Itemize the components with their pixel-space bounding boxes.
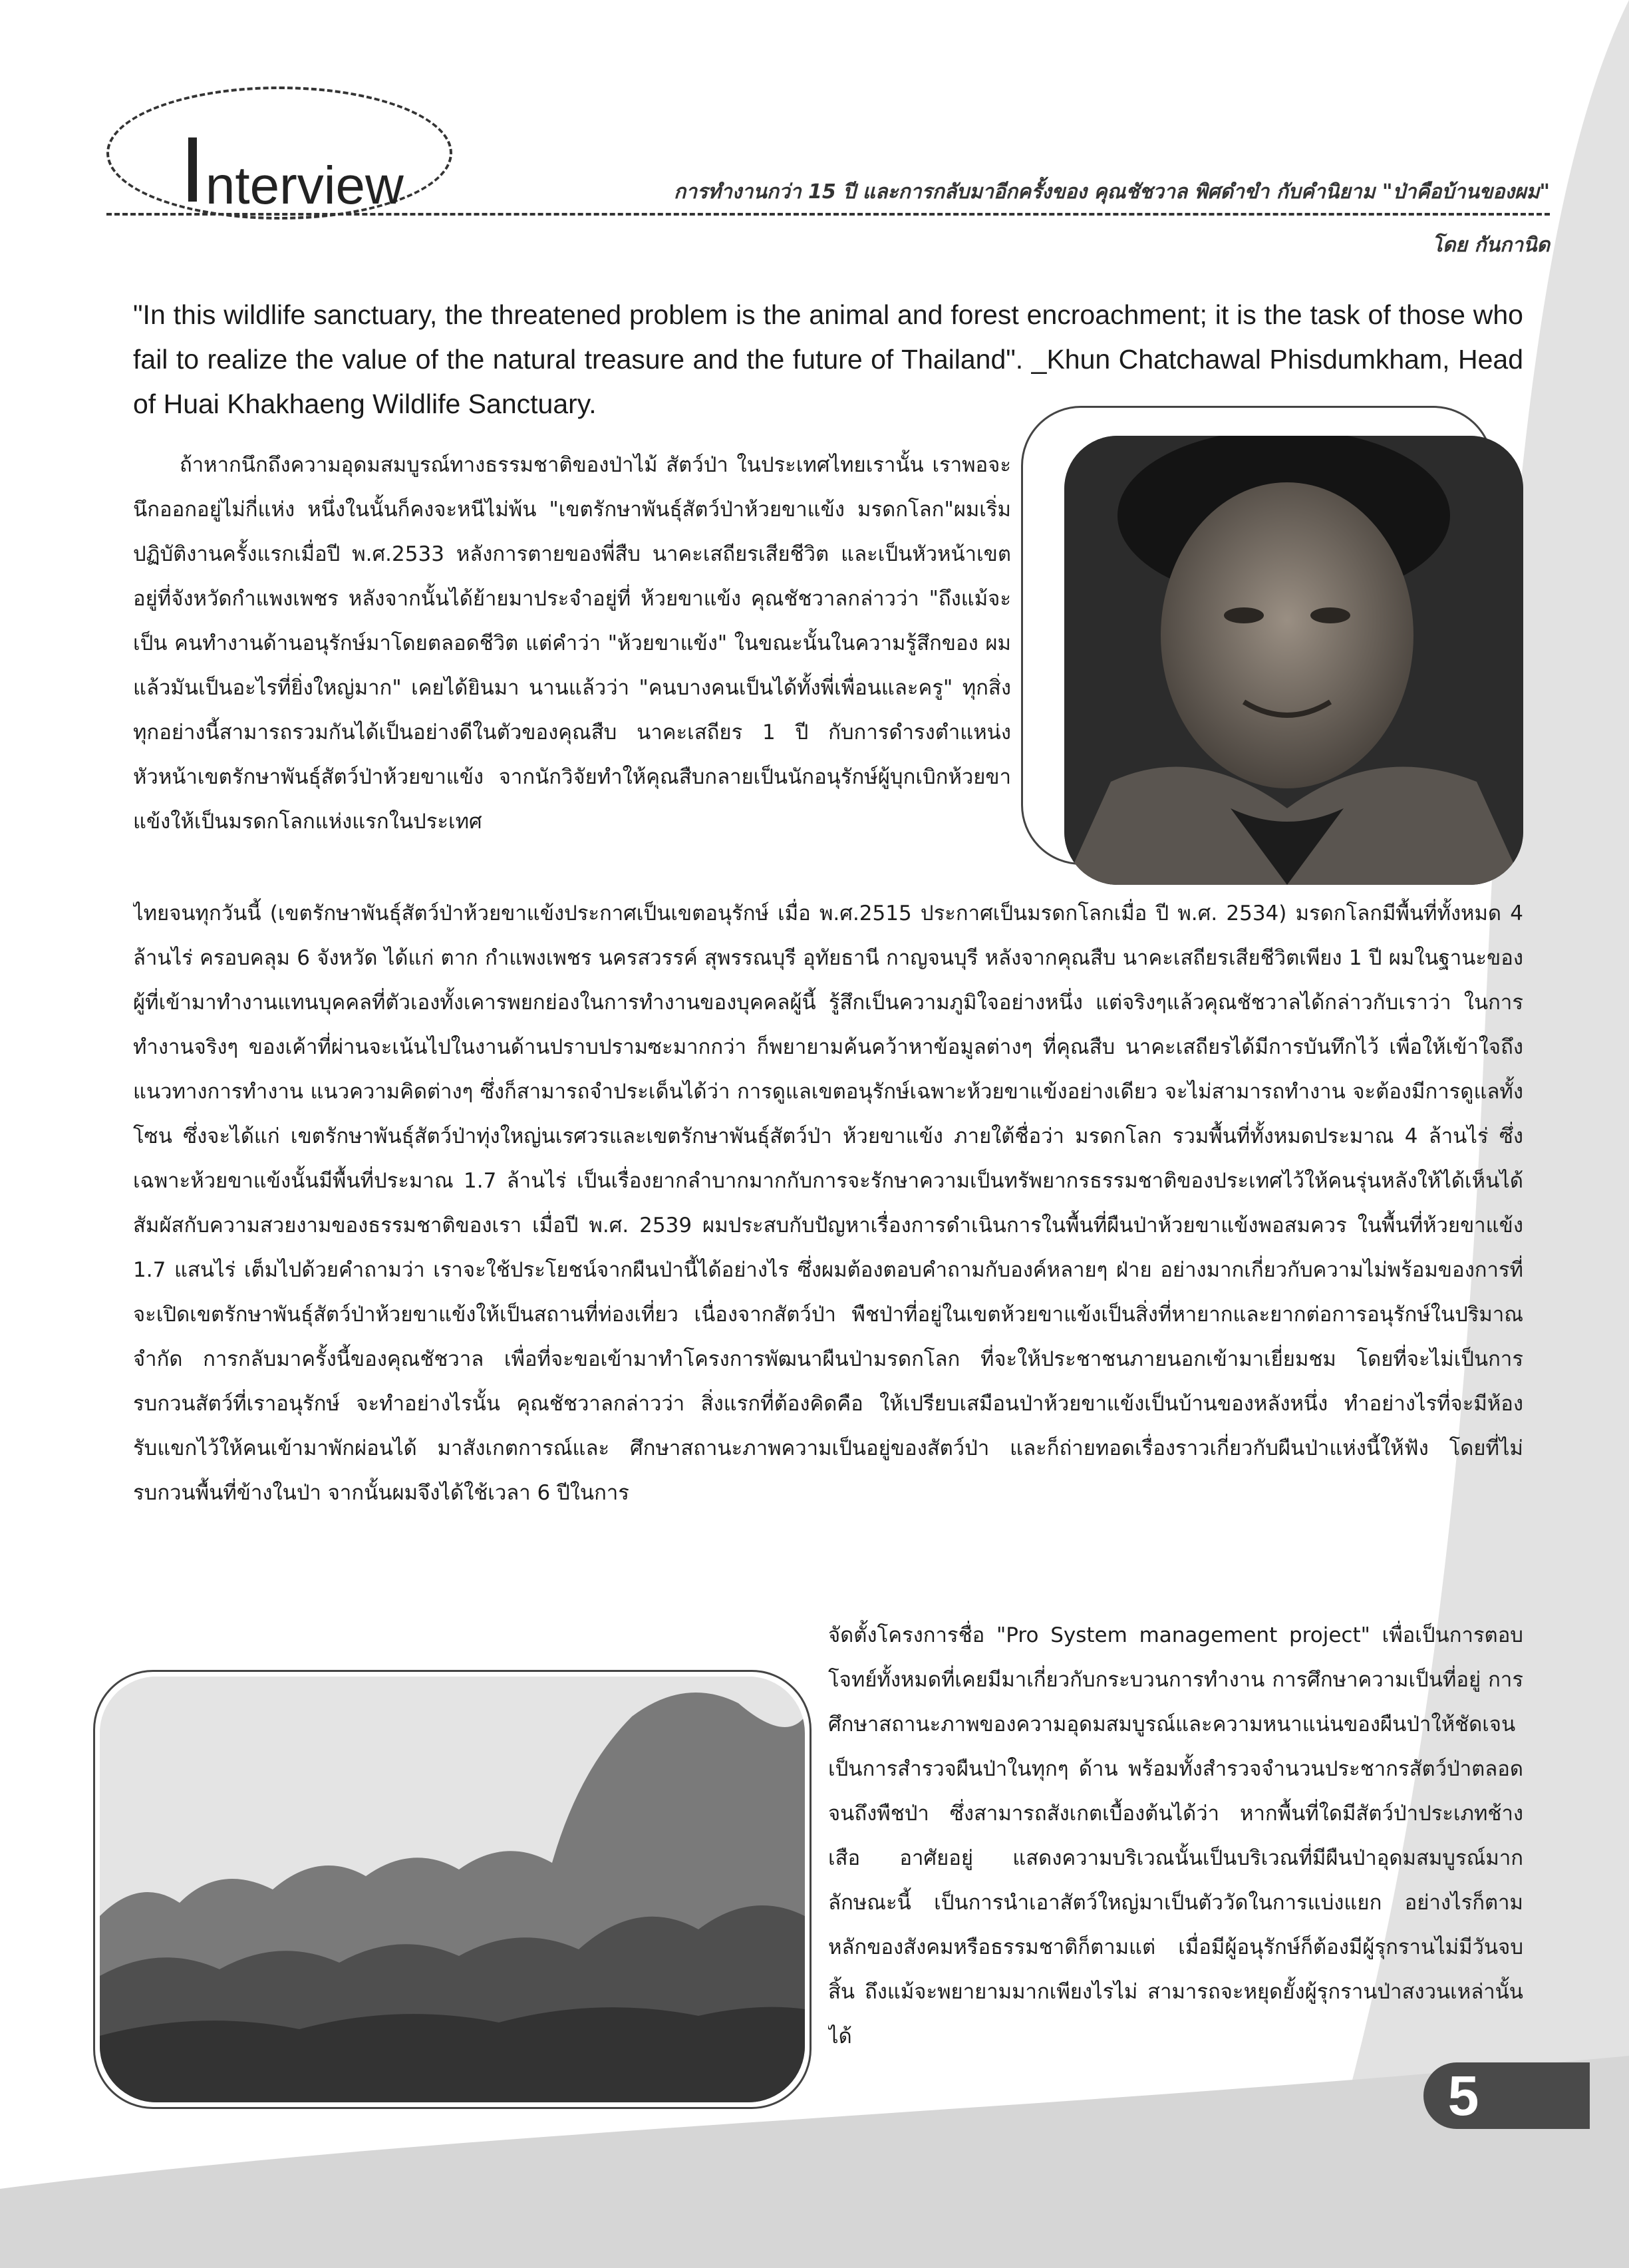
article-paragraph-top: ถ้าหากนึกถึงความอุดมสมบูรณ์ทางธรรมชาติของป่าไม้ สัตว์ป่า ในประเทศไทยเรานั้น เราพอจะนึกออกอยู่ไม่กี่แห่ง หนึ่งในนั้นก็คงจะหนีไม่พ้น "เขตรักษาพันธุ์สัตว์ป่าห้วยขาแข้ง มรดกโลก"ผมเริ่มปฏิบัติงานครั้งแรกเมื่อปี พ.ศ.2533 หลังการตายของพี่สืบ นาคะเสถียรเสียชีวิต และเป็นหัวหน้าเขตอยู่ที่จังหวัดกำแพงเพชร หลังจากนั้นได้ย้ายมาประจำอยู่ที่ ห้วยขาแข้ง คุณชัชวาลกล่าวว่า "ถึงแม้จะเป็น คนทำงานด้านอนุรักษ์มาโดยตลอดชีวิต แต่คำว่า "ห้วยขาแข้ง" ในขณะนั้นในความรู้สึกของ ผมแล้วมันเป็นอะไรที่ยิ่งใหญ่มาก" เคยได้ยินมา นานแล้วว่า "คนบางคนเป็นได้ทั้งพี่เพื่อนและครู" ทุกสิ่งทุกอย่างนี้สามารถรวมกันได้เป็นอย่างดีในตัวของคุณสืบ นาคะเสถียร 1 ปี กับการดำรงตำแหน่งหัวหน้าเขตรักษาพันธุ์สัตว์ป่าห้วยขาแข้ง จากนักวิจัยทำให้คุณสืบกลายเป็นนักอนุรักษ์ผู้บุกเบิกห้วยขาแข้งให้เป็นมรดกโลกแห่งแรกในประเทศ (133, 453, 1011, 834)
article-paragraph-full: ไทยจนทุกวันนี้ (เขตรักษาพันธุ์สัตว์ป่าห้วยขาแข้งประกาศเป็นเขตอนุรักษ์ เมื่อ พ.ศ.2515 ประกาศเป็นมรดกโลกเมื่อ ปี พ.ศ. 2534) มรดกโลกมีพื้นที่ทั้งหมด 4 ล้านไร่ ครอบคลุม 6 จังหวัด ได้แก่ ตาก กำแพงเพชร นครสวรรค์ สุพรรณบุรี อุทัยธานี กาญจนบุรี หลังจากคุณสืบ นาคะเสถียรเสียชีวิตเพียง 1 ปี ผมในฐานะของผู้ที่เข้ามาทำงานแทนบุคคลที่ตัวเองทั้งเคารพยกย่องในการทำงานของบุคคลผู้นี้ รู้สึกเป็นความภูมิใจอย่างหนึ่ง แต่จริงๆแล้วคุณชัชวาลได้กล่าวกับเราว่า ในการทำงานจริงๆ ของเค้าที่ผ่านจะเน้นไปในงานด้านปราบปรามซะมากกว่า ก็พยายามค้นคว้าหาข้อมูลต่างๆ ที่คุณสืบ นาคะเสถียรได้มีการบันทึกไว้ เพื่อให้เข้าใจถึงแนวทางการทำงาน แนวความคิดต่างๆ ซึ่งก็สามารถจำประเด็นได้ว่า การดูแลเขตอนุรักษ์เฉพาะห้วยขาแข้งอย่างเดียว จะไม่สามารถทำงาน จะต้องมีการดูแลทั้งโซน ซึ่งจะได้แก่ เขตรักษาพันธุ์สัตว์ป่าทุ่งใหญ่นเรศวรและเขตรักษาพันธุ์สัตว์ป่า ห้วยขาแข้ง ภายใต้ชื่อว่า มรดกโลก รวมพื้นที่ทั้งหมดประมาณ 4 ล้านไร่ ซึ่งเฉพาะห้วยขาแข้งนั้นมีพื้นที่ประมาณ 1.7 ล้านไร่ เป็นเรื่องยากลำบากมากกับการจะรักษาความเป็นทรัพยากรธรรมชาติของประเทศไว้ให้คนรุ่นหลังให้ได้เห็นได้สัมผัสกับความสวยงามของธรรมชาติของเรา เมื่อปี พ.ศ. 2539 ผมประสบกับปัญหาเรื่องการดำเนินการในพื้นที่ผืนป่าห้วยขาแข้งพอสมควร ในพื้นที่ห้วยขาแข้ง 1.7 แสนไร่ เต็มไปด้วยคำถามว่า เราจะใช้ประโยชน์จากผืนป่านี้ได้อย่างไร ซึ่งผมต้องตอบคำถามกับองค์หลายๆ ฝ่าย อย่างมากเกี่ยวกับความไม่พร้อมของการที่จะเปิดเขตรักษาพันธุ์สัตว์ป่าห้วยขาแข้งให้เป็นสถานที่ท่องเที่ยว เนื่องจากสัตว์ป่า พืชป่าที่อยู่ในเขตห้วยขาแข้งเป็นสิ่งที่หายากและยากต่อการอนุรักษ์ในปริมาณจำกัด การกลับมาครั้งนี้ของคุณชัชวาล เพื่อที่จะขอเข้ามาทำโครงการพัฒนาผืนป่ามรดกโลก ที่จะให้ประชาชนภายนอกเข้ามาเยี่ยมชม โดยที่จะไม่เป็นการรบกวนสัตว์ที่เราอนุรักษ์ จะทำอย่างไรนั้น คุณชัชวาลกล่าวว่า สิ่งแรกที่ต้องคิดคือ ให้เปรียบเสมือนป่าห้วยขาแข้งเป็นบ้านของหลังหนึ่ง ทำอย่างไรที่จะมีห้องรับแขกไว้ให้คนเข้ามาพักผ่อนได้ มาสังเกตการณ์และ ศึกษาสถานะภาพความเป็นอยู่ของสัตว์ป่า และก็ถ่ายทอดเรื่องราวเกี่ยวกับผืนป่าแห่งนี้ให้ฟัง โดยที่ไม่รบกวนพื้นที่ข้างในป่า จากนั้นผมจึงได้ใช้เวลา 6 ปีในการ (133, 901, 1523, 1505)
pull-quote: "In this wildlife sanctuary, the threatened problem is the animal and forest encroachment; it is the task of those who fail to realize the value of the natural treasure and the future of Thailand". _Khun Chatchawal Phisdumkham, Head of Huai Khakhaeng Wildlife Sanctuary. (133, 299, 1523, 419)
portrait-photo (1064, 436, 1523, 885)
logo-rest: nterview (205, 156, 404, 215)
article-paragraph-right: จัดตั้งโครงการชื่อ "Pro System management project" เพื่อเป็นการตอบโจทย์ทั้งหมดที่เคยมีมาเกี่ยวกับกระบวนการทำงาน การศึกษาความเป็นที่อยู่ การศึกษาสถานะภาพของความอุดมสมบูรณ์และความหนาแน่นของผืนป่าให้ชัดเจน เป็นการสำรวจผืนป่าในทุกๆ ด้าน พร้อมทั้งสำรวจจำนวนประชากรสัตว์ป่าตลอดจนถึงพืชป่า ซึ่งสามารถสังเกตเบื้องต้นได้ว่า หากพื้นที่ใดมีสัตว์ป่าประเภทช้าง เสือ อาศัยอยู่ แสดงความบริเวณนั้นเป็นบริเวณที่มีผืนป่าอุดมสมบูรณ์มาก ลักษณะนี้ เป็นการนำเอาสัตว์ใหญ่มาเป็นตัววัดในการแบ่งแยก อย่างไรก็ตาม หลักของสังคมหรือธรรมชาติก็ตามแต่ เมื่อมีผู้อนุรักษ์ก็ต้องมีผู้รุกรานไม่มีวันจบสิ้น ถึงแม้จะพยายามมากเพียงไรไม่ สามารถจะหยุดยั้งผู้รุกรานป่าสงวนเหล่านั้นได้ (828, 1623, 1523, 2048)
article-headline: การทำงานกว่า 15 ปี และการกลับมาอีกครั้งของ คุณชัชวาล พิศดำขำ กับคำนิยาม "ป่าคือบ้านของผม" (673, 180, 1550, 204)
article-byline: โดย กันกานิด (1431, 234, 1550, 257)
interview-logo (180, 117, 404, 222)
forest-photo (100, 1677, 805, 2102)
portrait-illustration (1064, 436, 1523, 885)
logo-initial: I (180, 117, 206, 222)
forest-illustration (100, 1677, 805, 2102)
page-number: 5 (1447, 2064, 1479, 2127)
